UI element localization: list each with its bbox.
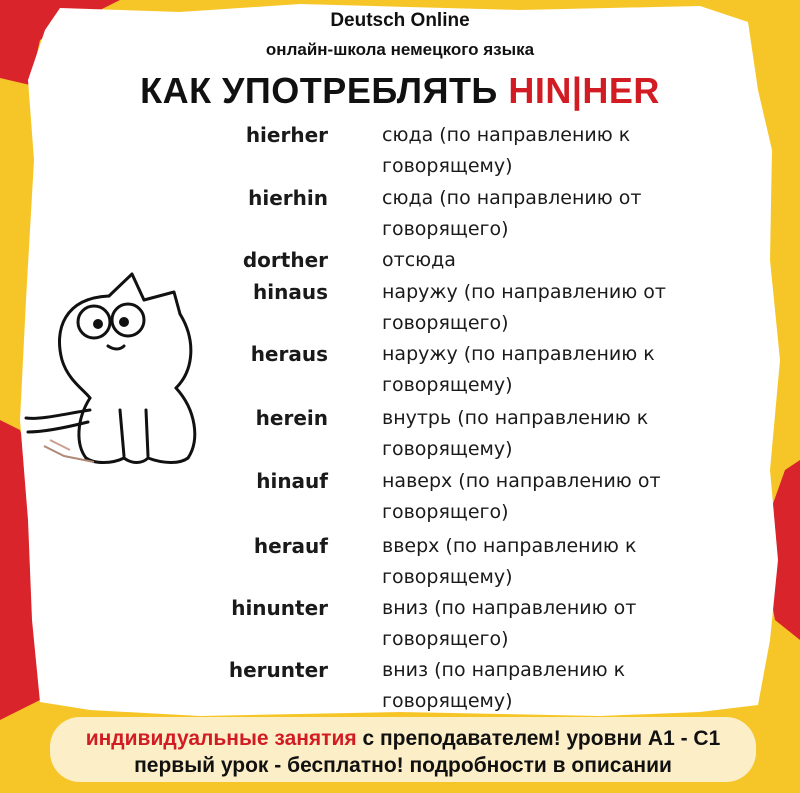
term-label: hinunter: [231, 596, 328, 620]
promo-line-2: первый урок - бесплатно! подробности в описании: [134, 754, 672, 777]
definition-line: говорящему): [382, 374, 513, 396]
entry-row: [0, 531, 800, 591]
title-prefix: КАК УПОТРЕБЛЯТЬ: [140, 70, 498, 111]
term-definition: [382, 245, 702, 276]
definition-line: говорящего): [382, 501, 509, 523]
term-label: hinaus: [253, 280, 328, 304]
term-definition: [382, 655, 702, 717]
definition-line: вверх (по направлению к: [382, 535, 637, 557]
definition-line: говорящего): [382, 218, 509, 240]
promo-banner: [50, 717, 756, 782]
school-subtitle: онлайн-школа немецкого языка: [265, 40, 535, 59]
term-definition: [382, 277, 702, 339]
promo-line-1: [50, 727, 756, 751]
title-highlight: HIN|HER: [508, 70, 660, 111]
term-label: hinauf: [256, 469, 328, 493]
page-title: [0, 70, 800, 112]
term-label: herauf: [253, 534, 328, 558]
term-label: hierher: [245, 123, 328, 147]
term-definition: [382, 183, 702, 245]
definition-line: сюда (по направлению от: [382, 187, 642, 209]
entry-row: [0, 403, 800, 463]
definition-line: вниз (по направлению от: [382, 597, 637, 619]
entry-row: [0, 655, 800, 715]
definition-line: отсюда: [382, 249, 456, 271]
definition-line: наружу (по направлению к: [382, 343, 655, 365]
term-definition: [382, 466, 702, 528]
definition-line: говорящего): [382, 628, 509, 650]
term-definition: [382, 531, 702, 593]
term-label: hierhin: [248, 186, 328, 210]
entry-row: [0, 466, 800, 526]
term-definition: [382, 403, 702, 465]
term-label: heraus: [250, 342, 328, 366]
entry-row: [0, 339, 800, 399]
term-definition: [382, 339, 702, 401]
promo-highlight: индивидуальные занятия: [85, 727, 357, 750]
promo-line-1-rest: с преподавателем! уровни А1 - С1: [356, 727, 721, 750]
definition-line: сюда (по направлению к: [382, 124, 631, 146]
term-definition: [382, 593, 702, 655]
entry-row: [0, 277, 800, 337]
definition-line: внутрь (по направлению к: [382, 407, 649, 429]
definition-line: говорящего): [382, 312, 509, 334]
term-label: herunter: [228, 658, 328, 682]
term-label: herein: [255, 406, 328, 430]
brand-name: Deutsch Online: [330, 10, 470, 31]
definition-line: говорящему): [382, 155, 513, 177]
term-definition: [382, 120, 702, 182]
definition-line: наружу (по направлению от: [382, 281, 666, 303]
definition-line: говорящему): [382, 438, 513, 460]
term-label: dorther: [242, 248, 328, 272]
definition-line: наверх (по направлению от: [382, 470, 661, 492]
entry-row: [0, 120, 800, 180]
definition-line: вниз (по направлению к: [382, 659, 626, 681]
definition-line: говорящему): [382, 690, 513, 712]
entry-row: [0, 593, 800, 653]
entry-row: [0, 183, 800, 243]
definition-line: говорящему): [382, 566, 513, 588]
